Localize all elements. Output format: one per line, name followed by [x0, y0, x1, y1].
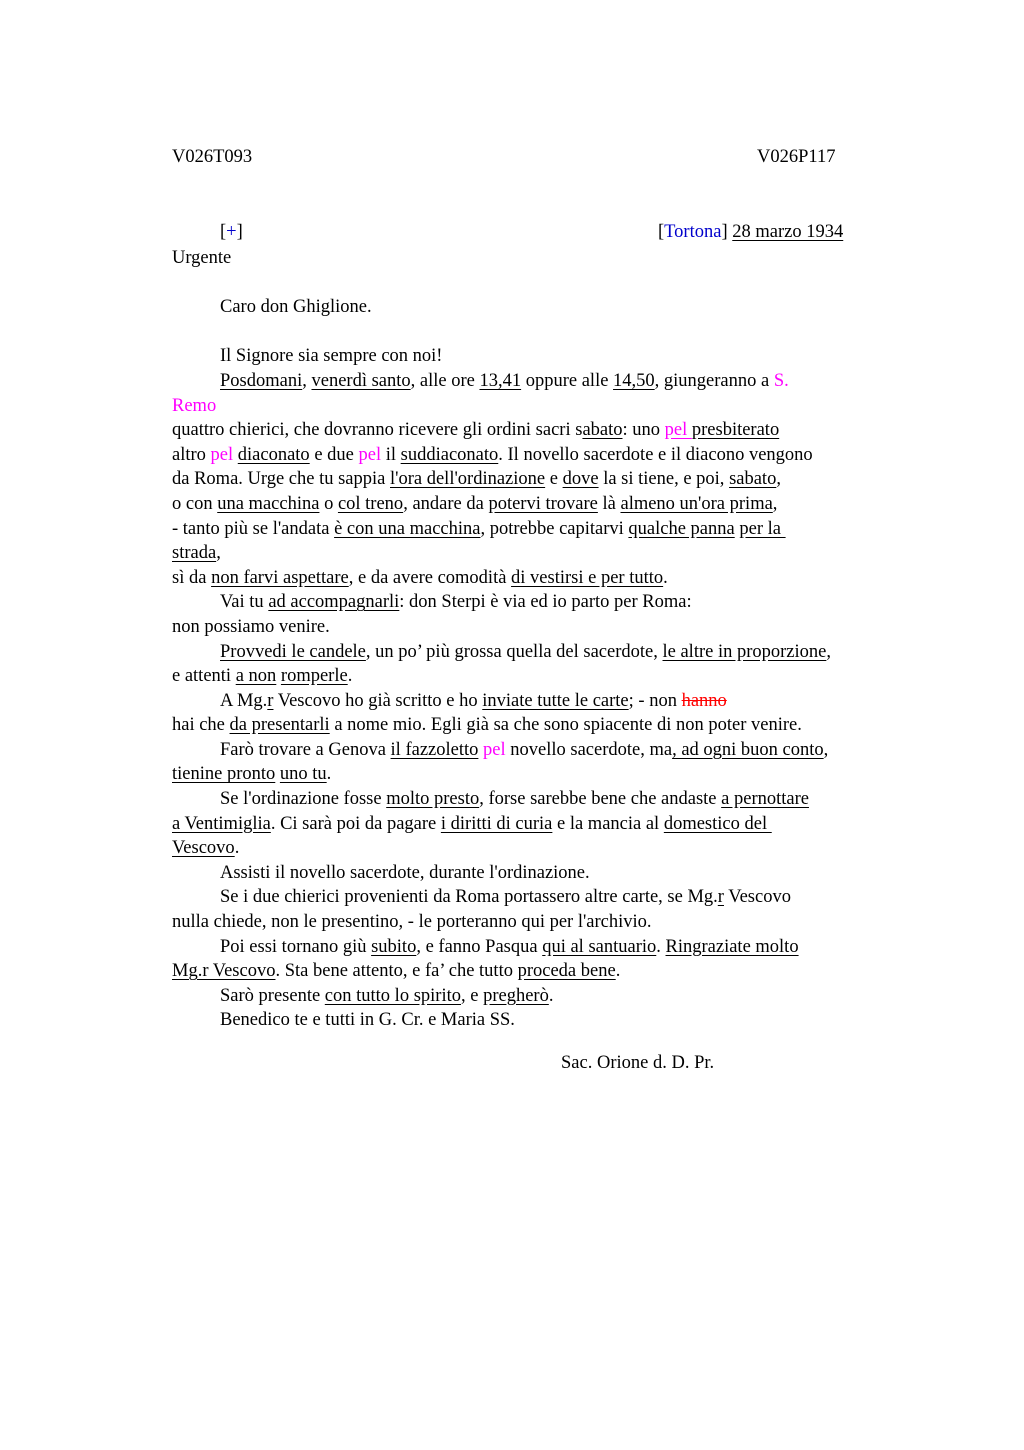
signature: Sac. Orione d. D. Pr. — [561, 1053, 715, 1073]
text-line: Remo — [172, 395, 217, 416]
text-line: tienine pronto uno tu. — [172, 764, 332, 785]
text-line: Sarò presente con tutto lo spirito, e pregherò. — [220, 985, 554, 1006]
text-line: quattro chierici, che dovranno ricevere gli ordini sacri sabato: uno pel presbiterato — [172, 420, 780, 441]
text-line: Farò trovare a Genova il fazzoletto pel novello sacerdote, ma, ad ogni buon conto, — [220, 739, 829, 760]
text-line: Benedico te e tutti in G. Cr. e Maria SS. — [220, 1010, 515, 1031]
text-line: e attenti a non romperle. — [172, 666, 353, 687]
text-line: Assisti il novello sacerdote, durante l'ordinazione. — [220, 862, 590, 883]
text-line: Se l'ordinazione fosse molto presto, forse sarebbe bene che andaste a pernottare — [220, 789, 809, 810]
letter-body — [172, 246, 912, 1033]
text-line: Vescovo. — [172, 838, 240, 859]
text-line: Il Signore sia sempre con noi! — [220, 346, 443, 367]
text-line: non possiamo venire. — [172, 616, 330, 637]
text-line: sì da non farvi aspettare, e da avere comodità di vestirsi e per tutto. — [172, 567, 668, 588]
text-line: Provvedi le candele, un po’ più grossa quella del sacerdote, le altre in proporzione, — [220, 641, 831, 662]
text-line: Vai tu ad accompagnarli: don Sterpi è via ed io parto per Roma: — [220, 592, 692, 613]
text-line: nulla chiede, non le presentino, - le porteranno qui per l'archivio. — [172, 912, 652, 933]
cross-mark: [+] — [220, 222, 243, 242]
text-line: - tanto più se l'andata è con una macchina, potrebbe capitarvi qualche panna per la — [172, 518, 786, 539]
text-line: o con una macchina o col treno, andare da potervi trovare là almeno un'ora prima, — [172, 493, 778, 514]
text-line: Posdomani, venerdì santo, alle ore 13,41 oppure alle 14,50, giungeranno a S. — [220, 370, 789, 391]
text-line: Poi essi tornano giù subito, e fanno Pasqua qui al santuario. Ringraziate molto — [220, 936, 799, 957]
urgent-label: Urgente — [172, 248, 232, 268]
text-line: Mg.r Vescovo. Sta bene attento, e fa’ che tutto proceda bene. — [172, 961, 621, 982]
deleted-word: hanno — [681, 690, 727, 711]
text-line: A Mg.r Vescovo ho già scritto e ho inviate tutte le carte; - non hanno — [220, 690, 727, 711]
text-line: hai che da presentarli a nome mio. Egli già sa che sono spiacente di non poter venire. — [172, 715, 802, 736]
place-date: [Tortona] 28 marzo 1934 — [658, 222, 844, 242]
document-ref-right: V026P117 — [757, 147, 836, 167]
cross-symbol: + — [226, 222, 237, 242]
text-line: altro pel diaconato e due pel il suddiaconato. Il novello sacerdote e il diacono vengono — [172, 444, 813, 465]
place-name: Tortona — [664, 222, 722, 242]
text-line: da Roma. Urge che tu sappia l'ora dell'ordinazione e dove la si tiene, e poi, sabato, — [172, 469, 781, 490]
salutation: Caro don Ghiglione. — [220, 297, 372, 318]
letter-date: 28 marzo 1934 — [732, 222, 844, 242]
text-line: a Ventimiglia. Ci sarà poi da pagare i diritti di curia e la mancia al domestico del — [172, 813, 772, 834]
document-ref-left: V026T093 — [172, 147, 253, 167]
text-line: Se i due chierici provenienti da Roma portassero altre carte, se Mg.r Vescovo — [220, 887, 791, 908]
text-line: strada, — [172, 543, 221, 564]
